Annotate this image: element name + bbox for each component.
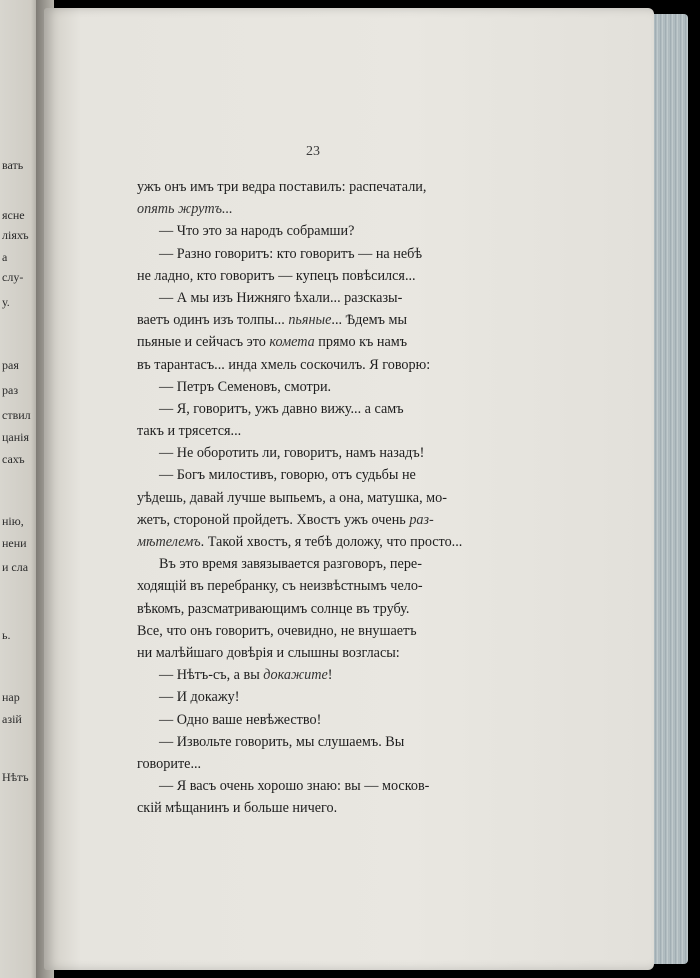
text-segment: такъ и трясется... <box>137 423 242 440</box>
text-segment: — Не оборотить ли, говоритъ, намъ назадъ! <box>159 445 425 462</box>
text-segment: скій мѣщанинъ и больше ничего. <box>137 800 338 817</box>
text-segment: говорите... <box>137 755 202 772</box>
text-line <box>137 642 503 664</box>
text-line <box>137 420 503 442</box>
left-page-fragment: у. <box>2 295 10 309</box>
left-page-fragment: раз <box>2 383 19 397</box>
text-line <box>137 376 503 398</box>
text-segment: — А мы изъ Нижняго ѣхали... разсказы- <box>159 289 403 306</box>
text-line <box>137 464 503 486</box>
text-line <box>137 598 503 620</box>
text-segment: — Я, говоритъ, ужъ давно вижу... а самъ <box>159 400 404 417</box>
left-page-fragment: а <box>2 250 8 264</box>
left-page-fragment: вать <box>2 158 24 172</box>
left-page-fragment: ясне <box>2 208 25 222</box>
left-page-fragment: сахъ <box>2 452 25 466</box>
text-segment: прямо къ намъ <box>314 334 408 351</box>
text-segment: ужъ онъ имъ три ведра поставилъ: распечатали, <box>137 179 427 195</box>
left-page-fragment: нію, <box>2 514 24 528</box>
text-segment: — Богъ милостивъ, говорю, отъ судьбы не <box>159 467 416 484</box>
text-segment: — Петръ Семеновъ, смотри. <box>159 378 332 395</box>
text-segment: ... Ѣдемъ мы <box>331 312 407 329</box>
left-page-fragment: нар <box>2 690 20 704</box>
text-segment: въ тарантасъ... инда хмель соскочилъ. Я говорю: <box>137 356 431 373</box>
text-line <box>137 354 503 376</box>
text-segment: Все, что онъ говоритъ, очевидно, не внушаетъ <box>137 622 417 639</box>
text-line <box>137 198 503 220</box>
text-line <box>137 753 503 775</box>
text-line <box>137 509 503 531</box>
left-page-fragment: Нѣтъ <box>2 770 29 784</box>
text-segment: — Я васъ очень хорошо знаю: вы — москов- <box>159 778 430 795</box>
text-segment: ! <box>327 667 333 684</box>
text-line <box>137 176 503 198</box>
text-line <box>137 775 503 797</box>
italic-text: докажите <box>263 667 328 684</box>
text-segment: ваетъ одинъ изъ толпы... <box>137 312 289 329</box>
text-line <box>137 797 503 819</box>
text-line <box>137 487 503 509</box>
left-page-fragment: слу- <box>2 270 24 284</box>
text-line <box>137 331 503 353</box>
text-line <box>137 731 503 753</box>
text-segment: ходящій въ перебранку, съ неизвѣстнымъ чело- <box>137 578 423 595</box>
italic-text: комета <box>269 334 315 351</box>
left-page-fragment: рая <box>2 358 19 372</box>
text-segment: — И докажу! <box>159 689 240 706</box>
text-line <box>137 575 503 597</box>
left-page-fragment: ь. <box>2 628 11 642</box>
italic-text: опять жрутъ... <box>137 201 233 218</box>
text-line <box>137 686 503 708</box>
italic-text: раз- <box>409 511 434 528</box>
text-segment: . Такой хвостъ, я тебѣ доложу, что просто... <box>200 534 463 550</box>
text-line <box>137 531 503 553</box>
left-page-fragment: ствил <box>2 408 31 422</box>
left-page-fragment: нени <box>2 536 27 550</box>
left-page-fragment: и сла <box>2 560 29 574</box>
text-segment: — Что это за народъ собрамши? <box>159 223 355 240</box>
text-line <box>137 709 503 731</box>
text-segment: — Нѣтъ-съ, а вы <box>159 667 264 684</box>
italic-text: пьяные <box>288 312 332 329</box>
text-segment: уѣдешь, давай лучше выпьемъ, а она, матушка, мо- <box>137 489 447 506</box>
italic-text: мѣтелемъ <box>137 534 201 550</box>
text-line <box>137 287 503 309</box>
text-line <box>137 664 503 686</box>
text-segment: не ладно, кто говоритъ — купецъ повѣсился... <box>137 267 416 284</box>
text-line <box>137 553 503 575</box>
text-line <box>137 620 503 642</box>
text-segment: жетъ, стороной пройдетъ. Хвостъ ужъ очень <box>137 511 410 528</box>
text-line <box>137 442 503 464</box>
left-page-fragment: ліяхъ <box>2 228 29 242</box>
page-edges <box>654 14 688 964</box>
text-segment: — Извольте говорить, мы слушаемъ. Вы <box>159 733 405 750</box>
text-segment: Въ это время завязывается разговоръ, пере- <box>159 556 422 573</box>
text-segment: вѣкомъ, разсматривающимъ солнце въ трубу. <box>137 600 410 617</box>
text-line <box>137 265 503 287</box>
text-segment: — Разно говоритъ: кто говоритъ — на небѣ <box>159 245 423 262</box>
text-segment: ни малѣйшаго довѣрія и слышны возгласы: <box>137 644 400 661</box>
text-line <box>137 309 503 331</box>
page-number: 23 <box>306 144 320 159</box>
text-line <box>137 220 503 242</box>
left-page-fragment: цанія <box>2 430 30 444</box>
text-segment: пьяные и сейчасъ это <box>137 334 270 351</box>
text-segment: — Одно ваше невѣжество! <box>159 711 322 728</box>
text-line <box>137 398 503 420</box>
left-page-fragment: азій <box>2 712 22 726</box>
page-text <box>137 176 503 819</box>
text-line <box>137 243 503 265</box>
